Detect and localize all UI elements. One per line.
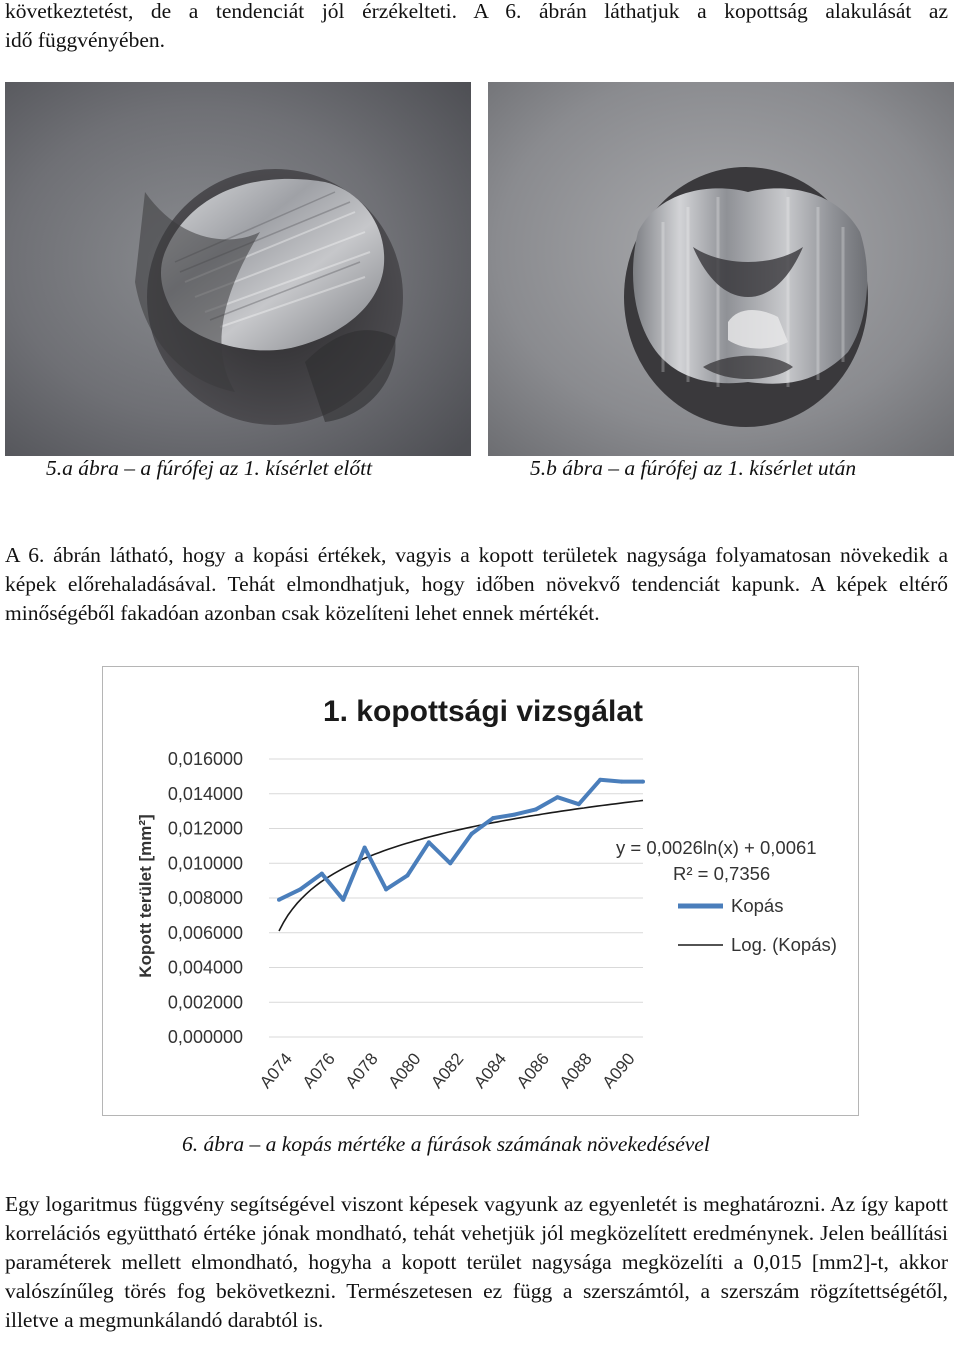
x-tick-label: A090 — [598, 1049, 639, 1092]
chart-caption: 6. ábra – a kopás mértéke a fúrások számának növekedésével — [182, 1132, 710, 1156]
paragraph-1: A 6. ábrán látható, hogy a kopási értékek, vagyis a kopott területek nagysága folyamatosan növekedik a képek előrehaladásával. Tehát elmondhatjuk, hogy időben növekvő tendenciát kapunk. A képek eltérő minőségéből fakadóan azonban csak közelíteni lehet ennek mértékét. — [5, 543, 948, 625]
data-point — [405, 873, 409, 877]
drill-bit-after-photo — [488, 82, 954, 456]
data-point — [491, 816, 495, 820]
y-axis-label: Kopott terület [mm²] — [136, 814, 155, 978]
paragraph-2: Egy logaritmus függvény segítségével viszont képesek vagyunk az egyenletét is meghatározni. Az így kapott korrelációs együttható értéke jónak mondható, tehát vehetjük jól megközelített eredménynek. Jelen beállítási paraméterek mellett elmondható, hogyha a kopott terület nagysága megközelíti a 0,015 [mm2]-t, akkor valószínűleg törés fog bekövetkezni. Természetesen ez függ a szerszámtól, a szerszám rögzítettségétől, illetve a megmunkálandó darabtól is. — [5, 1192, 948, 1332]
data-point — [577, 802, 581, 806]
data-point — [555, 795, 559, 799]
r-squared: R² = 0,7356 — [673, 863, 771, 884]
data-point — [320, 872, 324, 876]
data-point — [598, 778, 602, 782]
data-point — [641, 780, 645, 784]
intro-line-1: következtetést, de a tendenciát jól érzékelteti. A 6. ábrán láthatjuk a kopottság alakulását az — [5, 0, 948, 23]
drill-bit-before-photo — [5, 82, 471, 456]
wear-chart-svg — [103, 667, 860, 1117]
trend-line — [279, 800, 643, 931]
data-point — [513, 813, 517, 817]
y-tick-label: 0,006000 — [167, 922, 243, 943]
data-point — [427, 840, 431, 844]
y-tick-label: 0,016000 — [167, 749, 243, 769]
x-tick-label: A076 — [298, 1049, 339, 1092]
y-tick-label: 0,014000 — [167, 783, 243, 804]
figure-5b-caption: 5.b ábra – a fúrófej az 1. kísérlet után — [530, 456, 857, 480]
x-tick-label: A080 — [384, 1049, 425, 1092]
y-tick-label: 0,002000 — [167, 992, 243, 1013]
data-point — [470, 832, 474, 836]
data-point — [277, 898, 281, 902]
legend-series-label: Kopás — [731, 895, 784, 916]
figure-5a-caption: 5.a ábra – a fúrófej az 1. kísérlet előtt — [46, 456, 373, 480]
legend-trend-label: Log. (Kopás) — [731, 934, 837, 955]
data-point — [298, 887, 302, 891]
data-point — [448, 861, 452, 865]
data-point — [620, 780, 624, 784]
series-line-kopas — [279, 780, 643, 900]
y-tick-label: 0,008000 — [167, 888, 243, 908]
y-tick-label: 0,000000 — [167, 1027, 243, 1047]
intro-line-2: idő függvényében. — [5, 28, 166, 52]
y-tick-label: 0,004000 — [167, 957, 243, 978]
data-point — [384, 887, 388, 891]
x-tick-label: A086 — [512, 1049, 554, 1092]
wear-chart — [102, 666, 859, 1116]
x-tick-label: A074 — [255, 1049, 297, 1092]
chart-title: 1. kopottsági vizsgálat — [322, 695, 644, 728]
data-point — [534, 807, 538, 811]
data-point — [363, 846, 367, 850]
x-tick-label: A078 — [341, 1049, 382, 1092]
y-tick-label: 0,012000 — [167, 818, 243, 839]
x-tick-label: A084 — [470, 1049, 511, 1092]
trend-equation: y = 0,0026ln(x) + 0,0061 — [616, 837, 817, 858]
y-tick-label: 0,010000 — [167, 853, 243, 874]
x-tick-label: A088 — [555, 1049, 596, 1092]
x-tick-label: A082 — [427, 1049, 468, 1092]
data-point — [341, 898, 345, 902]
